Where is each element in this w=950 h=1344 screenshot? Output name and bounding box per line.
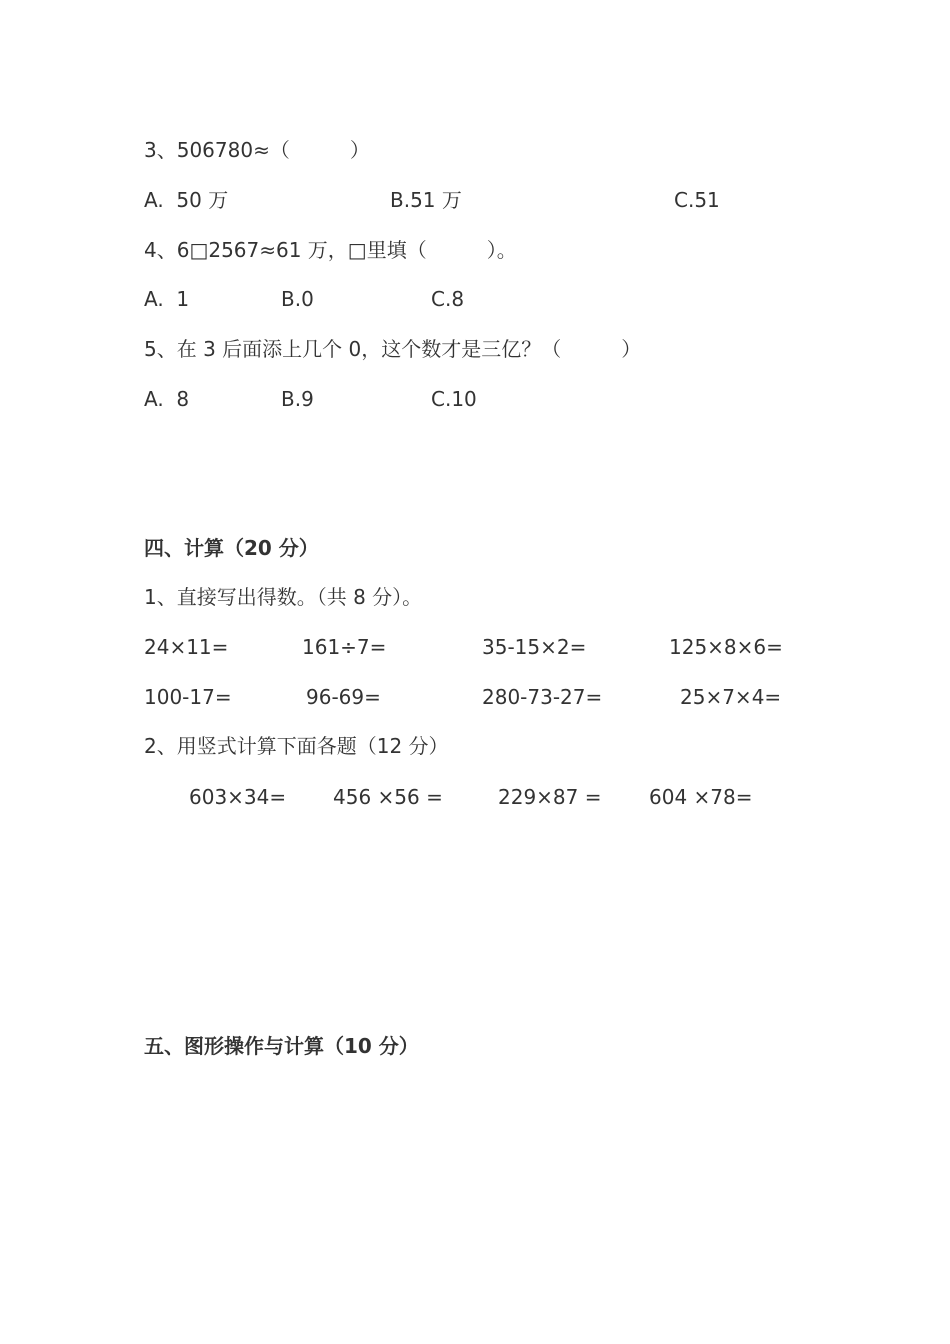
oral-calc-row-1 <box>0 632 783 662</box>
expression: 24×11= <box>144 635 229 659</box>
vertical-calc-row <box>0 782 753 812</box>
option-c: C.10 <box>431 387 477 411</box>
expression: 456 ×56 = <box>333 785 443 809</box>
question-5-options <box>0 384 477 414</box>
oral-calc-row-2 <box>0 682 782 712</box>
expression: 96-69= <box>306 685 381 709</box>
question-5-stem: 5、在 3 后面添上几个 0，这个数才是三亿？（ ） <box>144 337 642 361</box>
section-4-heading <box>0 533 319 563</box>
section-5-heading <box>0 1031 419 1061</box>
question-4 <box>0 235 517 265</box>
expression: 604 ×78= <box>649 785 753 809</box>
question-5 <box>0 334 642 364</box>
option-c: C.51 <box>674 188 720 212</box>
option-c: C.8 <box>431 287 465 311</box>
expression: 100-17= <box>144 685 232 709</box>
expression: 25×7×4= <box>680 685 782 709</box>
question-4-options <box>0 284 465 314</box>
section-heading-text: 五、图形操作与计算（10 分） <box>144 1034 419 1058</box>
expression: 603×34= <box>189 785 287 809</box>
option-b: B.51 万 <box>390 188 462 212</box>
expression: 161÷7= <box>302 635 387 659</box>
part-2-label: 2、用竖式计算下面各题（12 分） <box>144 734 449 758</box>
question-3-stem: 3、506780≈（ ） <box>144 138 370 162</box>
option-b: B.9 <box>281 387 314 411</box>
option-b: B.0 <box>281 287 314 311</box>
expression: 229×87 = <box>498 785 602 809</box>
section-heading-text: 四、计算（20 分） <box>144 536 319 560</box>
question-3 <box>0 135 370 165</box>
expression: 125×8×6= <box>669 635 783 659</box>
expression: 280-73-27= <box>482 685 603 709</box>
expression: 35-15×2= <box>482 635 587 659</box>
section-4-part-1 <box>0 582 423 612</box>
question-3-options <box>0 185 720 215</box>
question-4-stem: 4、6□2567≈61 万，□里填（ ）。 <box>144 238 517 262</box>
part-1-label: 1、直接写出得数。（共 8 分）。 <box>144 585 423 609</box>
option-a: A. 50 万 <box>144 188 229 212</box>
option-a: A. 8 <box>144 387 190 411</box>
section-4-part-2 <box>0 731 449 761</box>
option-a: A. 1 <box>144 287 190 311</box>
